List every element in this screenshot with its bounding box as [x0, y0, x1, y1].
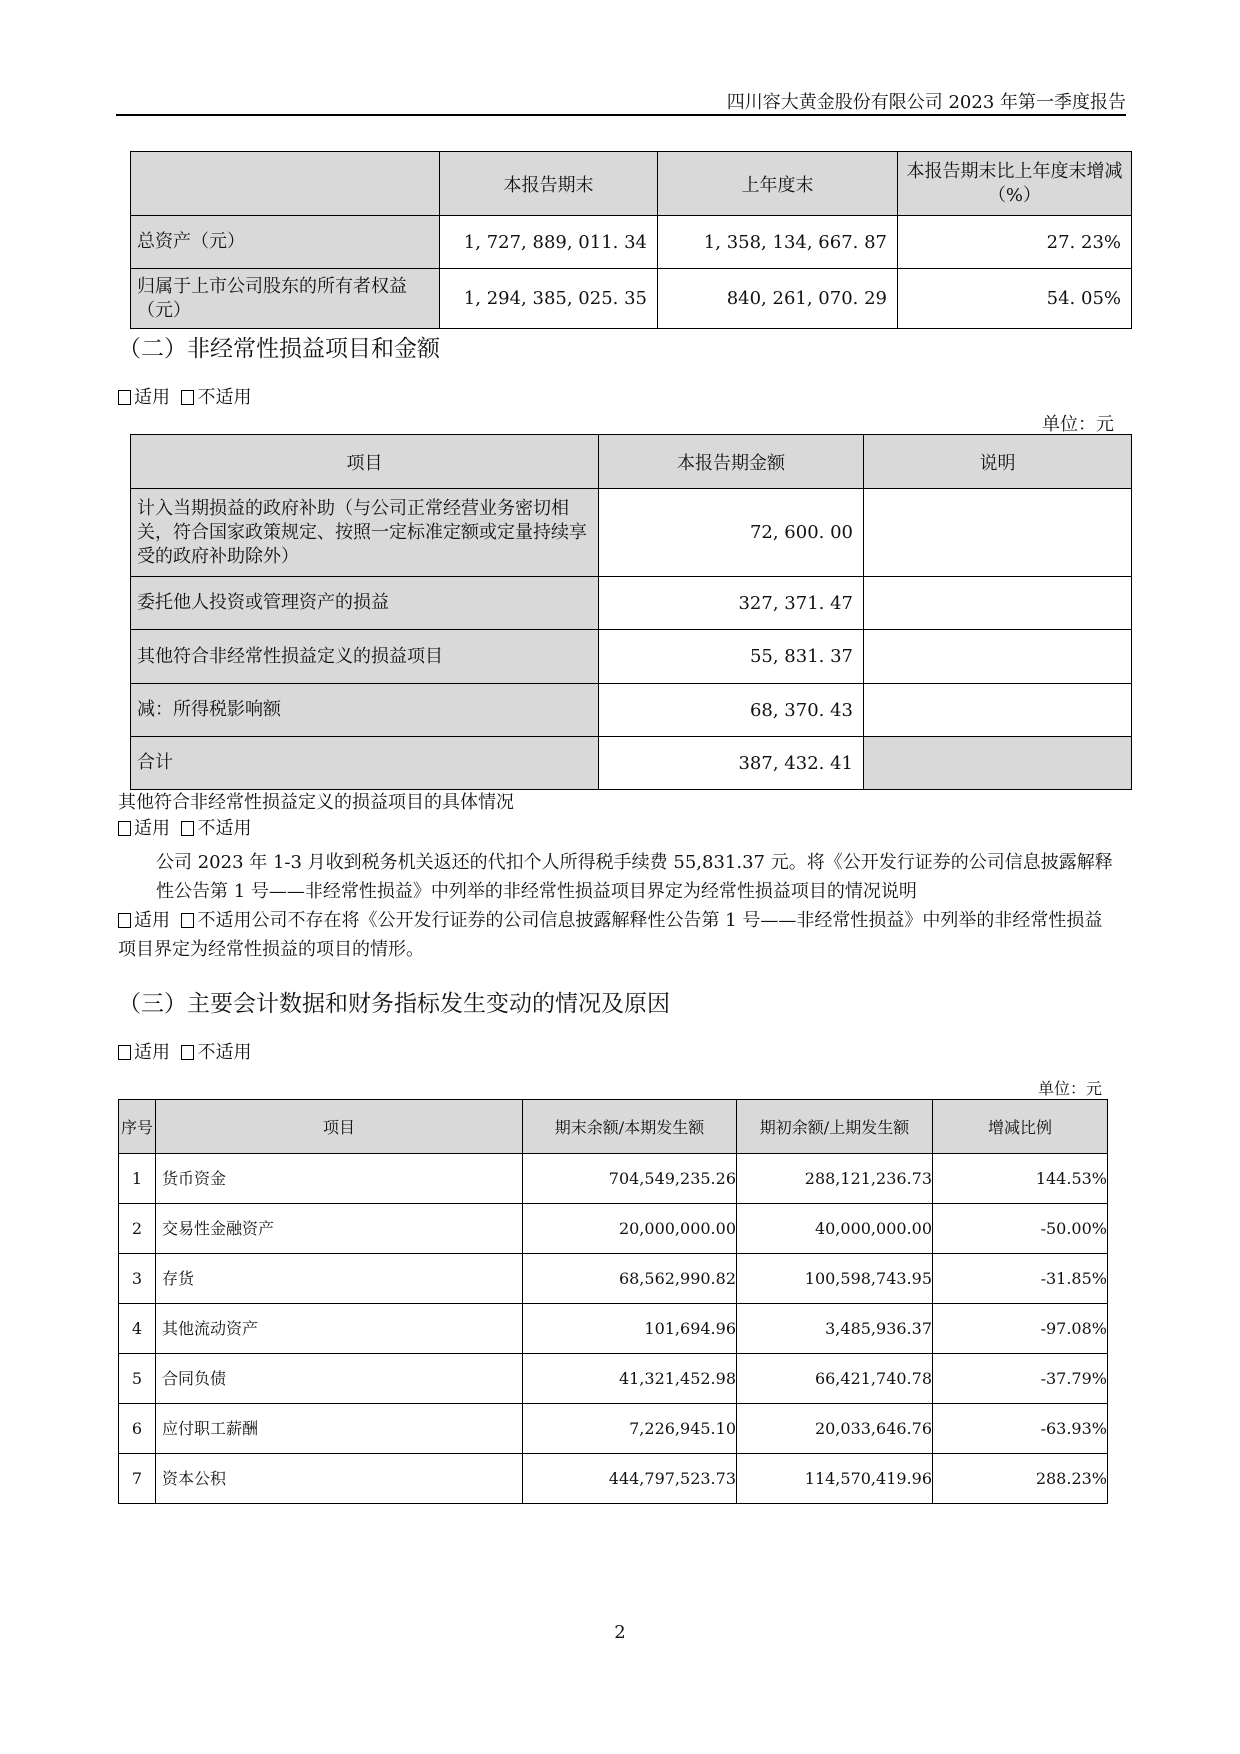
applicable-label: 适用	[134, 1042, 170, 1063]
table2-header-note: 说明	[864, 435, 1132, 489]
cell-end: 101,694.96	[523, 1304, 737, 1354]
section2-unit: 单位：元	[1042, 414, 1114, 435]
cell-end: 68,562,990.82	[523, 1254, 737, 1304]
cell-no: 1	[119, 1154, 156, 1204]
cell-note	[864, 489, 1132, 577]
cell-no: 4	[119, 1304, 156, 1354]
cell-item: 其他流动资产	[156, 1304, 523, 1354]
row-label: 委托他人投资或管理资产的损益	[131, 577, 599, 630]
applicable-label: 适用	[134, 818, 170, 839]
table2-header-amount: 本报告期金额	[599, 435, 864, 489]
cell-note	[864, 737, 1132, 790]
cell-ratio: 288.23%	[933, 1454, 1108, 1504]
table-row	[131, 577, 1132, 630]
key-changes-table	[118, 1099, 1108, 1504]
cell-ratio: -50.00%	[933, 1204, 1108, 1254]
table-row	[119, 1454, 1108, 1504]
cell-begin: 40,000,000.00	[737, 1204, 933, 1254]
cell-ratio: 144.53%	[933, 1154, 1108, 1204]
section3-applicability	[118, 1038, 251, 1064]
table-row	[131, 630, 1132, 684]
cell-ratio: -63.93%	[933, 1404, 1108, 1454]
not-applicable-label: 不适用	[197, 387, 252, 408]
row-label: 计入当期损益的政府补助（与公司正常经营业务密切相关，符合国家政策规定、按照一定标准定额或定量持续享受的政府补助除外）	[131, 489, 599, 577]
cell-change: 27. 23%	[898, 216, 1132, 269]
checkbox-icon	[118, 821, 131, 836]
not-applicable-label: 不适用	[197, 910, 252, 931]
table1-header-change: 本报告期末比上年度末增减（%）	[898, 152, 1132, 216]
table3-header-item: 项目	[156, 1100, 523, 1154]
cell-amount: 387, 432. 41	[599, 737, 864, 790]
cell-amount: 55, 831. 37	[599, 630, 864, 684]
other-items-applicability	[118, 814, 251, 840]
checkbox-icon	[181, 821, 194, 836]
cell-amount: 68, 370. 43	[599, 684, 864, 737]
table3-header-begin: 期初余额/上期发生额	[737, 1100, 933, 1154]
table-row	[119, 1304, 1108, 1354]
table-row	[131, 684, 1132, 737]
cell-note	[864, 630, 1132, 684]
cell-ratio: -37.79%	[933, 1354, 1108, 1404]
cell-current: 1, 294, 385, 025. 35	[440, 269, 658, 329]
table-row	[131, 489, 1132, 577]
cell-item: 合同负债	[156, 1354, 523, 1404]
table-row	[119, 1404, 1108, 1454]
cell-change: 54. 05%	[898, 269, 1132, 329]
checkbox-icon	[118, 1045, 131, 1060]
cell-end: 704,549,235.26	[523, 1154, 737, 1204]
row-label: 其他符合非经常性损益定义的损益项目	[131, 630, 599, 684]
cell-item: 存货	[156, 1254, 523, 1304]
cell-item: 资本公积	[156, 1454, 523, 1504]
cell-prior: 1, 358, 134, 667. 87	[658, 216, 898, 269]
row-label: 减：所得税影响额	[131, 684, 599, 737]
cell-no: 5	[119, 1354, 156, 1404]
cell-begin: 20,033,646.76	[737, 1404, 933, 1454]
table3-header-ratio: 增减比例	[933, 1100, 1108, 1154]
cell-begin: 66,421,740.78	[737, 1354, 933, 1404]
cell-end: 41,321,452.98	[523, 1354, 737, 1404]
table3-header-end: 期末余额/本期发生额	[523, 1100, 737, 1154]
cell-end: 20,000,000.00	[523, 1204, 737, 1254]
table1-header-prior: 上年度末	[658, 152, 898, 216]
cell-begin: 100,598,743.95	[737, 1254, 933, 1304]
checkbox-icon	[181, 913, 194, 928]
applicable-label: 适用	[134, 910, 170, 931]
non-recurring-items-table	[130, 434, 1132, 790]
section3-title: （三）主要会计数据和财务指标发生变动的情况及原因	[118, 991, 670, 1017]
reclassification-statement	[118, 906, 1116, 964]
table3-header-no: 序号	[119, 1100, 156, 1154]
statement-text: 公司不存在将《公开发行证券的公司信息披露解释性公告第 1 号——非经常性损益》中列举的非经常性损益项目界定为经常性损益的项目的情形。	[118, 910, 1103, 960]
cell-item: 应付职工薪酬	[156, 1404, 523, 1454]
other-items-title: 其他符合非经常性损益定义的损益项目的具体情况	[118, 792, 514, 813]
table-row	[131, 269, 1132, 329]
not-applicable-label: 不适用	[197, 1042, 252, 1063]
cell-no: 6	[119, 1404, 156, 1454]
cell-prior: 840, 261, 070. 29	[658, 269, 898, 329]
applicable-label: 适用	[134, 387, 170, 408]
not-applicable-label: 不适用	[197, 818, 252, 839]
table1-header-current: 本报告期末	[440, 152, 658, 216]
checkbox-icon	[181, 1045, 194, 1060]
table2-header-item: 项目	[131, 435, 599, 489]
table-row	[131, 737, 1132, 790]
table-row	[119, 1154, 1108, 1204]
cell-item: 交易性金融资产	[156, 1204, 523, 1254]
cell-amount: 327, 371. 47	[599, 577, 864, 630]
cell-end: 7,226,945.10	[523, 1404, 737, 1454]
checkbox-icon	[181, 390, 194, 405]
cell-begin: 3,485,936.37	[737, 1304, 933, 1354]
other-items-paragraph: 公司 2023 年 1-3 月收到税务机关返还的代扣个人所得税手续费 55,831.37 元。将《公开发行证券的公司信息披露解释性公告第 1 号——非经常性损益》中列举的非经常性损益项目界定为经常性损益项目的情况说明	[156, 852, 1113, 902]
cell-note	[864, 577, 1132, 630]
table-row	[119, 1354, 1108, 1404]
section3-unit: 单位：元	[1037, 1079, 1102, 1098]
row-label: 合计	[131, 737, 599, 790]
header-title: 四川容大黄金股份有限公司 2023 年第一季度报告	[726, 92, 1126, 113]
cell-ratio: -31.85%	[933, 1254, 1108, 1304]
balance-summary-table	[130, 151, 1132, 329]
cell-no: 3	[119, 1254, 156, 1304]
cell-begin: 114,570,419.96	[737, 1454, 933, 1504]
cell-begin: 288,121,236.73	[737, 1154, 933, 1204]
page-number: 2	[614, 1622, 626, 1643]
cell-note	[864, 684, 1132, 737]
table-row	[119, 1204, 1108, 1254]
table-row	[119, 1254, 1108, 1304]
cell-item: 货币资金	[156, 1154, 523, 1204]
cell-current: 1, 727, 889, 011. 34	[440, 216, 658, 269]
section2-title: （二）非经常性损益项目和金额	[118, 336, 440, 362]
cell-no: 7	[119, 1454, 156, 1504]
checkbox-icon	[118, 913, 131, 928]
cell-ratio: -97.08%	[933, 1304, 1108, 1354]
table1-header-blank	[131, 152, 440, 216]
section2-applicability	[118, 383, 251, 409]
cell-no: 2	[119, 1204, 156, 1254]
row-label: 总资产（元）	[131, 216, 440, 269]
cell-amount: 72, 600. 00	[599, 489, 864, 577]
page-header	[116, 88, 1126, 116]
row-label: 归属于上市公司股东的所有者权益（元）	[131, 269, 440, 329]
table-row	[131, 216, 1132, 269]
checkbox-icon	[118, 390, 131, 405]
cell-end: 444,797,523.73	[523, 1454, 737, 1504]
